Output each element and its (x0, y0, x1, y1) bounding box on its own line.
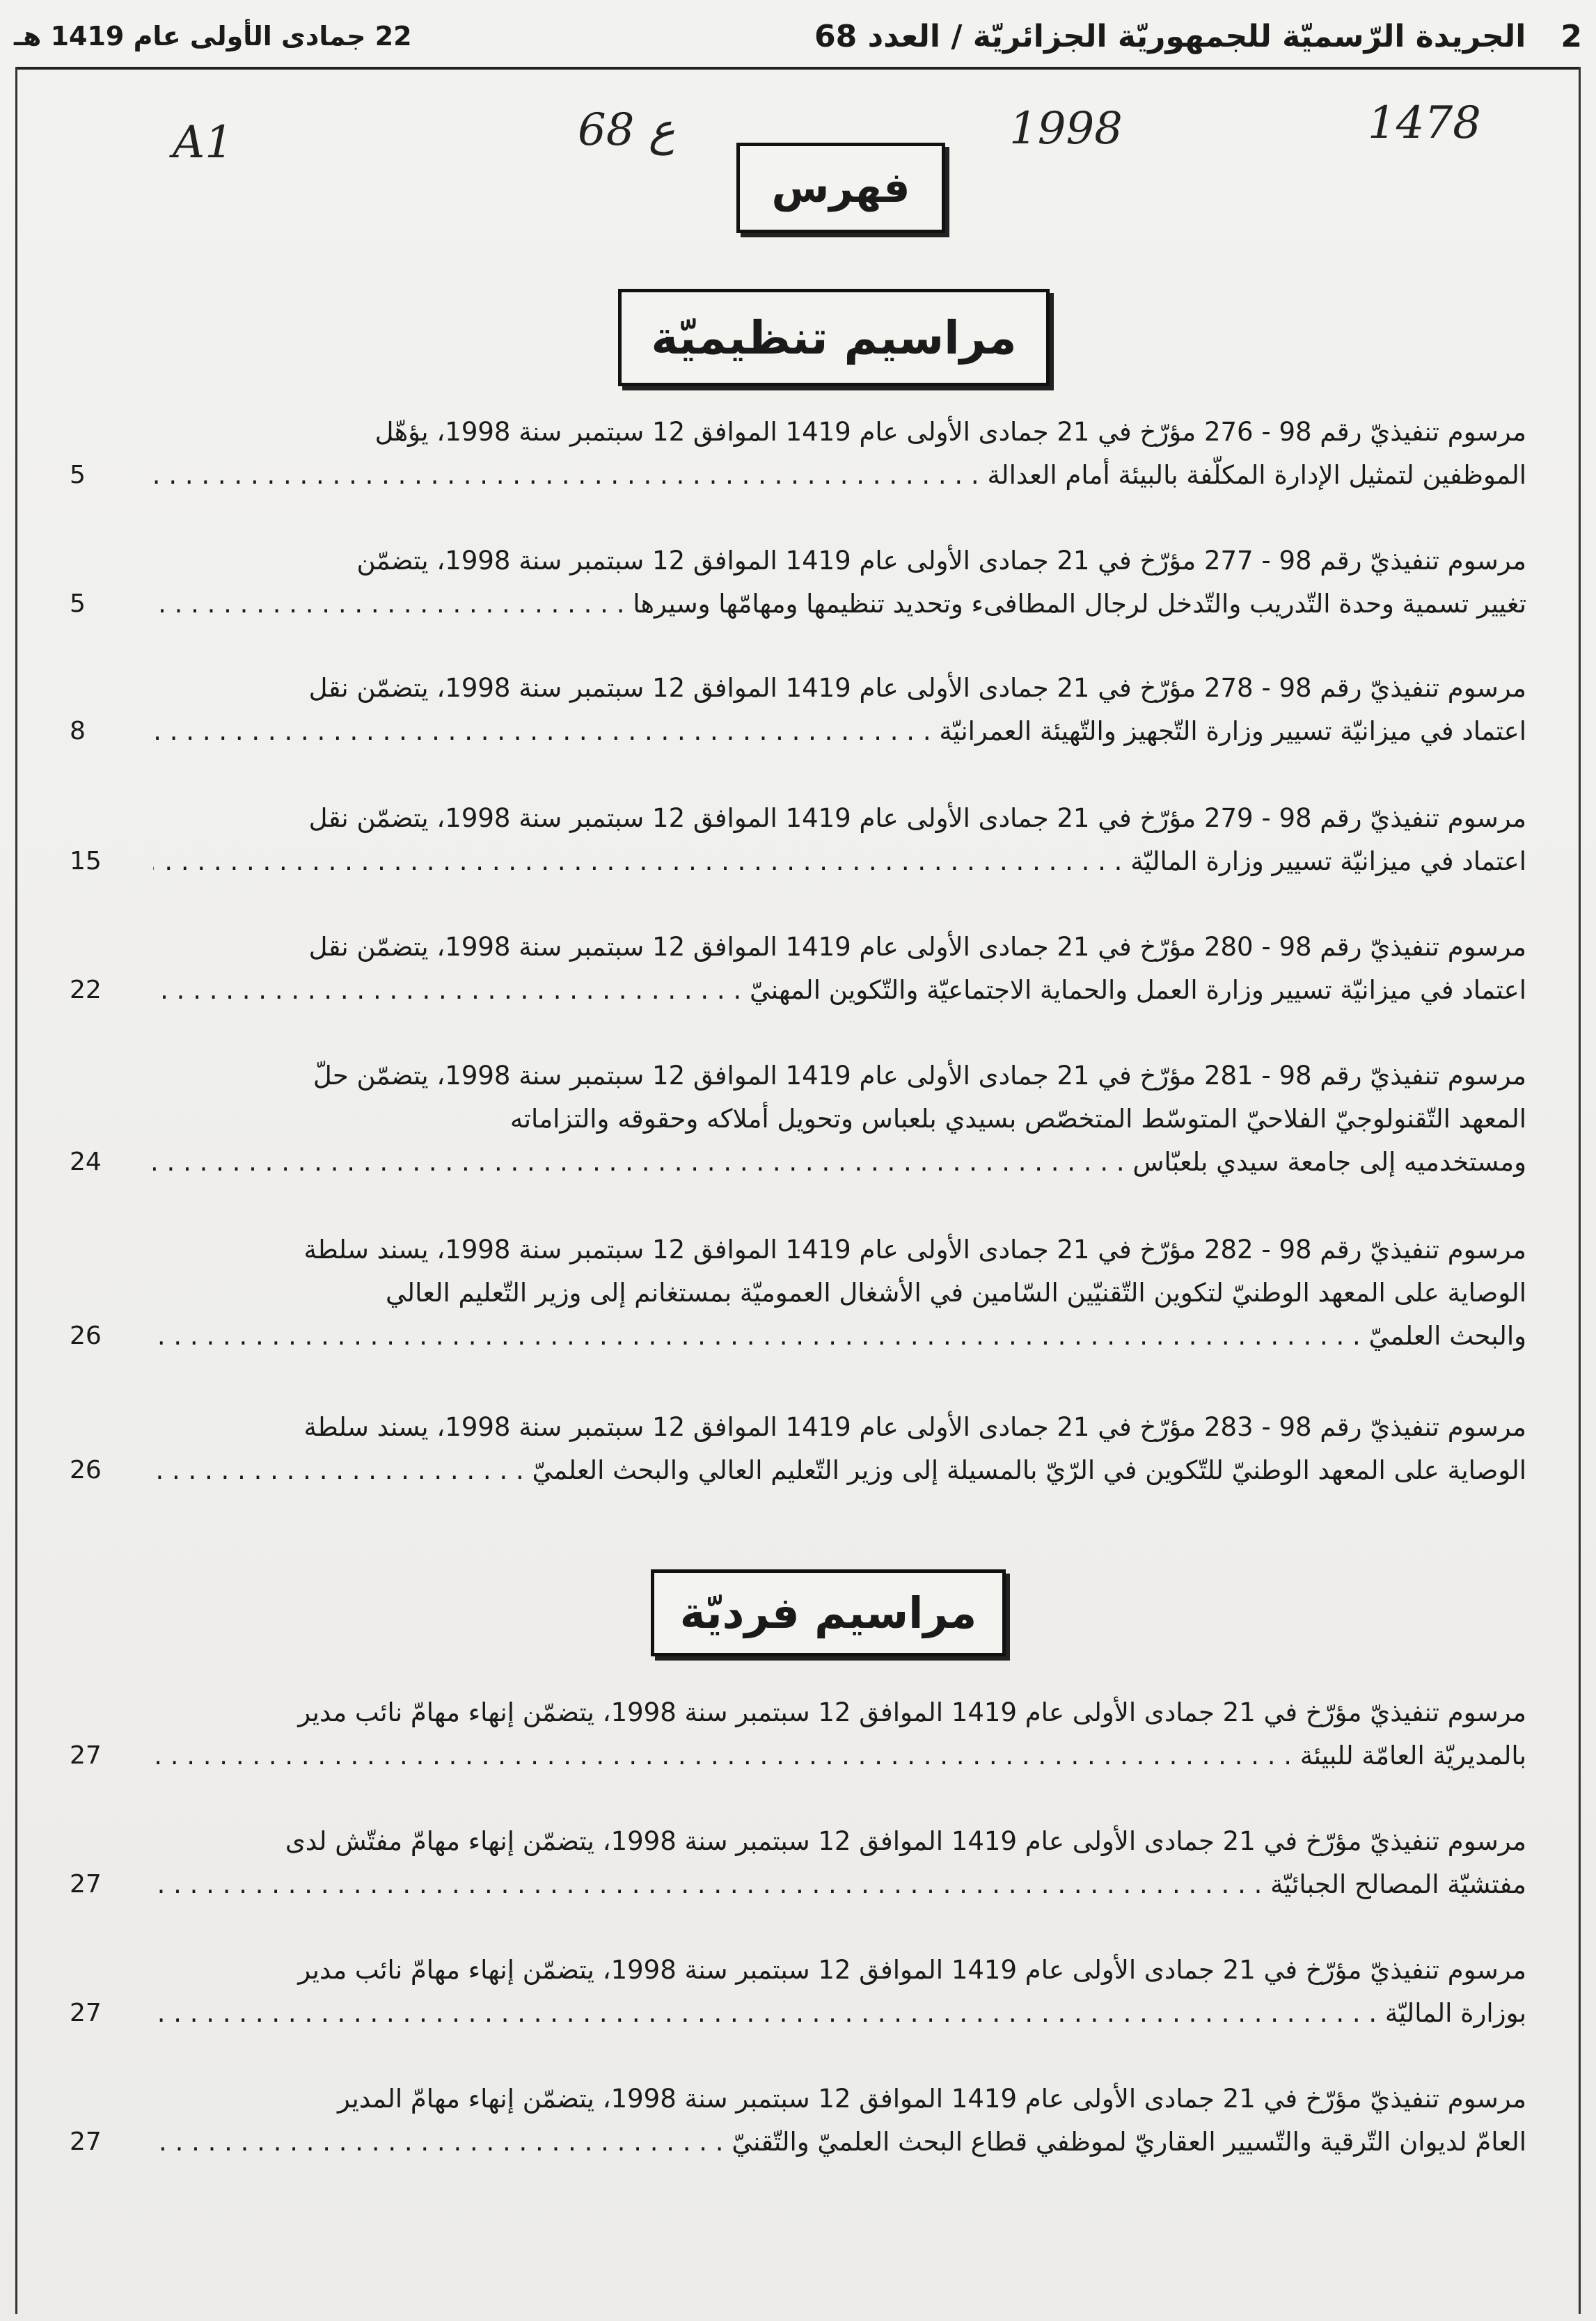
regulatory-decrees-heading-text: مراسيم تنظيميّة (651, 310, 1017, 365)
toc-entry (42, 926, 1554, 1012)
toc-entry (42, 667, 1554, 753)
toc-entry-text (153, 1228, 1526, 1358)
toc-entry-text (153, 539, 1526, 626)
frame-left-border (15, 67, 17, 2314)
individual-decrees-heading (651, 1569, 1006, 1656)
handwritten-mark-a: A1 (173, 117, 233, 168)
frame-right-border (1579, 67, 1581, 2314)
toc-entry (42, 411, 1554, 497)
toc-entry (42, 1054, 1554, 1184)
toc-entry (42, 1406, 1554, 1492)
toc-entry-line: اعتماد في ميزانيّة تسيير وزارة العمل والحماية الاجتماعيّة والتّكوين المهنيّ . . . (153, 969, 1526, 1012)
handwritten-mark-b: 68 ع (578, 104, 675, 156)
toc-entry-line: مرسوم تنفيذيّ رقم 98 - 283 مؤرّخ في 21 جمادى الأولى عام 1419 الموافق 12 سبتمبر سنة 1998، يسند سلطة (303, 1412, 1526, 1442)
toc-page-number: 5 (70, 461, 86, 489)
toc-entry-line: مفتشيّة المصالح الجبائيّة . . . (153, 1863, 1526, 1906)
handwritten-mark-d: 1478 (1368, 97, 1481, 149)
toc-entry-line: مرسوم تنفيذيّ رقم 98 - 278 مؤرّخ في 21 جمادى الأولى عام 1419 الموافق 12 سبتمبر سنة 1998، يتضمّن نقل (308, 673, 1526, 703)
toc-entry-line: مرسوم تنفيذيّ رقم 98 - 279 مؤرّخ في 21 جمادى الأولى عام 1419 الموافق 12 سبتمبر سنة 1998، يتضمّن نقل (308, 803, 1526, 833)
toc-entry-line: العامّ لديوان التّرقية والتّسيير العقاريّ لموظفي قطاع البحث العلميّ والتّقنيّ . . . (153, 2121, 1526, 2164)
toc-entry-line: المعهد التّقنولوجيّ الفلاحيّ المتوسّط المتخصّص بسيدي بلعباس وتحويل أملاكه وحقوقه والتزاماته (509, 1104, 1526, 1134)
toc-entry-text (153, 1691, 1526, 1777)
index-heading-text: فهرس (771, 164, 910, 212)
toc-page-number: 27 (70, 1741, 102, 1770)
toc-page-number: 22 (70, 976, 102, 1004)
toc-page-number: 27 (70, 1999, 102, 2027)
toc-entry-text (153, 1820, 1526, 1906)
toc-entry-text (153, 1406, 1526, 1492)
journal-title: الجريدة الرّسميّة للجمهوريّة الجزائريّة / العدد 68 (814, 18, 1526, 54)
toc-entry-line: الموظفين لتمثيل الإدارة المكلّفة بالبيئة أمام العدالة . . . (153, 454, 1526, 497)
toc-entry-text (153, 667, 1526, 753)
toc-entry (42, 1820, 1554, 1906)
toc-entry-line: مرسوم تنفيذيّ رقم 98 - 276 مؤرّخ في 21 جمادى الأولى عام 1419 الموافق 12 سبتمبر سنة 1998، يؤهّل (374, 417, 1526, 447)
page-number: 2 (1561, 18, 1582, 54)
header-right (814, 19, 1582, 54)
toc-page-number: 27 (70, 1870, 102, 1899)
toc-page-number: 5 (70, 589, 86, 618)
toc-page-number: 15 (70, 847, 102, 876)
toc-entry-text (153, 926, 1526, 1012)
toc-entry (42, 797, 1554, 883)
toc-entry-line: مرسوم تنفيذيّ رقم 98 - 282 مؤرّخ في 21 جمادى الأولى عام 1419 الموافق 12 سبتمبر سنة 1998، يسند سلطة (303, 1235, 1526, 1265)
toc-entry (42, 1691, 1554, 1777)
toc-page-number: 27 (70, 2128, 102, 2156)
toc-entry-text (153, 1949, 1526, 2035)
toc-page-number: 26 (70, 1456, 102, 1484)
toc-entry-line: مرسوم تنفيذيّ مؤرّخ في 21 جمادى الأولى عام 1419 الموافق 12 سبتمبر سنة 1998، يتضمّن إنهاء مهامّ المدير (338, 2084, 1526, 2114)
toc-entry-line: الوصاية على المعهد الوطنيّ لتكوين التّقنيّين السّامين في الأشغال العموميّة بمستغانم إلى وزير التّعليم العالي (385, 1278, 1526, 1308)
toc-entry-line: بوزارة الماليّة . . . (153, 1992, 1526, 2035)
index-heading (736, 143, 945, 233)
toc-entry-line: مرسوم تنفيذيّ رقم 98 - 277 مؤرّخ في 21 جمادى الأولى عام 1419 الموافق 12 سبتمبر سنة 1998، يتضمّن (356, 546, 1526, 576)
toc-entry-text (153, 2077, 1526, 2164)
toc-entry-line: والبحث العلميّ . . . (153, 1315, 1526, 1358)
page-header (14, 8, 1582, 64)
toc-entry-text (153, 797, 1526, 883)
toc-entry (42, 1949, 1554, 2035)
toc-entry-line: ومستخدميه إلى جامعة سيدي بلعبّاس . . . (153, 1141, 1526, 1184)
toc-entry-line: الوصاية على المعهد الوطنيّ للتّكوين في الرّيّ بالمسيلة إلى وزير التّعليم العالي والبحث العلميّ . . . (153, 1449, 1526, 1492)
toc-entry-line: اعتماد في ميزانيّة تسيير وزارة التّجهيز والتّهيئة العمرانيّة . . . (153, 710, 1526, 753)
toc-entry-line: مرسوم تنفيذيّ مؤرّخ في 21 جمادى الأولى عام 1419 الموافق 12 سبتمبر سنة 1998، يتضمّن إنهاء مهامّ نائب مدير (298, 1955, 1526, 1985)
issue-date: 22 جمادى الأولى عام 1419 هـ (14, 21, 412, 52)
toc-entry-text (153, 1054, 1526, 1184)
header-rule (15, 67, 1581, 70)
toc-entry-line: مرسوم تنفيذيّ رقم 98 - 280 مؤرّخ في 21 جمادى الأولى عام 1419 الموافق 12 سبتمبر سنة 1998، يتضمّن نقل (308, 932, 1526, 962)
regulatory-decrees-heading (618, 289, 1050, 386)
toc-entry (42, 539, 1554, 626)
toc-page-number: 8 (70, 717, 86, 745)
toc-entry-text (153, 411, 1526, 497)
toc-entry-line: بالمديريّة العامّة للبيئة . . . (153, 1734, 1526, 1777)
toc-entry-line: مرسوم تنفيذيّ رقم 98 - 281 مؤرّخ في 21 جمادى الأولى عام 1419 الموافق 12 سبتمبر سنة 1998، يتضمّن حلّ (313, 1061, 1526, 1091)
header-left (14, 21, 412, 52)
toc-entry-line: مرسوم تنفيذيّ مؤرّخ في 21 جمادى الأولى عام 1419 الموافق 12 سبتمبر سنة 1998، يتضمّن إنهاء مهامّ مفتّش لدى (285, 1826, 1526, 1856)
handwritten-mark-c: 1998 (1009, 103, 1123, 155)
toc-entry-line: تغيير تسمية وحدة التّدريب والتّدخل لرجال المطافىء وتحديد تنظيمها ومهامّها وسيرها . . . (153, 583, 1526, 626)
toc-entry-line: مرسوم تنفيذيّ مؤرّخ في 21 جمادى الأولى عام 1419 الموافق 12 سبتمبر سنة 1998، يتضمّن إنهاء مهامّ نائب مدير (298, 1697, 1526, 1727)
toc-entry (42, 2077, 1554, 2164)
toc-entry-line: اعتماد في ميزانيّة تسيير وزارة الماليّة . . . (153, 840, 1526, 883)
individual-decrees-heading-text: مراسيم فرديّة (679, 1587, 977, 1638)
toc-page-number: 24 (70, 1148, 102, 1176)
toc-entry (42, 1228, 1554, 1358)
toc-page-number: 26 (70, 1322, 102, 1350)
